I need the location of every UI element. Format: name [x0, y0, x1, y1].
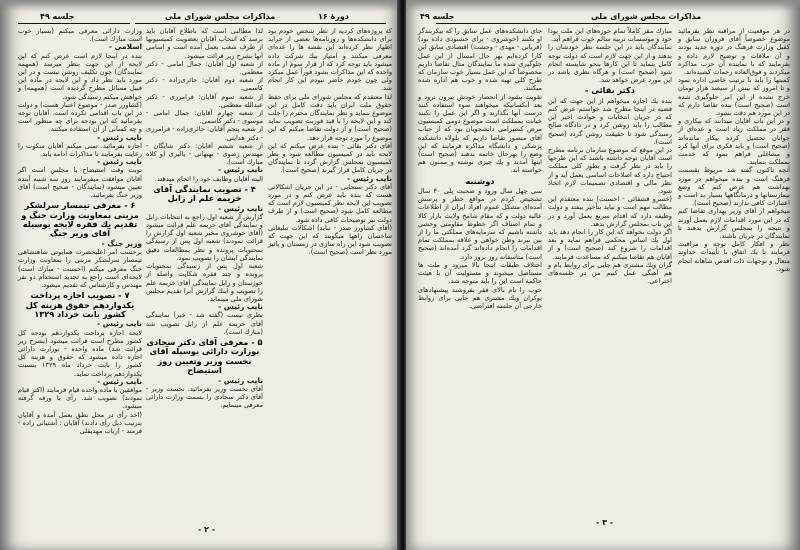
speaker-label: نايب رئيس - — [218, 375, 263, 385]
paragraph: نمايندگان بايد در اين جلسه نظر خودشان را بدهند و از اين جهت لازم است كه دولت توجه كامل بنمايد تا اين كارها بنحو شايسته انجام شود (صحيح است) و هرگاه نظرى باشد در اين مورد عرض خواهد شد. — [548, 43, 672, 85]
paragraph: از شعبه پنجم آقايان: حائرى‌زاده - فرامرزى - دكتر هدايتى. — [146, 125, 263, 142]
text-column — [418, 27, 542, 310]
paragraph: و در اين باب آقايان ميدانند كه بيكارى و فقر در مملكت زياد است و عده‌اى از جوانان تحصيل كرده بيكار مانده‌اند (صحيح است) و بايد فكرى براى آنها كرد و مشاغلى فراهم نمود كه خدمت بمملكت بنمايند. — [678, 117, 790, 167]
speaker-label: نايب رئيس - — [218, 165, 263, 175]
paragraph: از شعبه سوم آقايان: فرامرزى - دكتر عبدالله معظمى. — [146, 92, 263, 109]
paragraph: كميتها را بايد با ترتيب خاصى اداره نمود و تا امروز كه بيش از سيصد هزار تومان خرج نشده از اين امر جلوگيرى شده است (صحيح است) بنده تقاضا دارم كه در اين مورد هم دقت بشود. — [678, 76, 790, 118]
speaker-label: اسلامى - — [108, 42, 142, 52]
speaker-label: نايب رئيس - — [218, 203, 263, 213]
page-number: - ۳ - — [596, 518, 614, 527]
section-heading: ۵ - معرفى آقاى دكتر سجادى بوزارت دارائى بوسيله آقاى نخست وزير وتعيين روز استيضاح — [146, 336, 263, 376]
paragraph: لايحه اجازه پرداخت يكدوازدهم بودجه كل كشور مطرح است قرائت ميشود (بشرح زير قرائت شد) ماده واحده - بوزارت دارائى اجازه داده ميشود كه حقوق و هزينه كل كشور را بابت خرداد ماه ۱۳۲۹ بنسبت يكدوازدهم پرداخت نمايد. — [18, 328, 142, 378]
paragraph: سى چهل سال ورود و صحبت پلى ۴۰ سال تشخيص كردم در مواقع خطر و پرسش آمده‌اى مشكل عموم افراد ايران از اطلاعات عاليه دولت و كه مقام شامخ ولايت بازار كالا و تمام اصناف اگر خطوط مقاومتى وحشى داشته باشيم كه سرمايه‌هاى مملكتى ما را از بين ببرند وطن خواهى و علاقه بمملكت تمام اقدامات را انجام داده‌اند گرد آمده‌اند (صحيح است) متاسفانه روز بروز دارد. — [418, 187, 542, 261]
paragraph: از شعبه چهارم آقايان: جمال امامى - موسوى - دكتر كاسمى. — [146, 109, 263, 126]
paragraph: گزارش از شعبه اول راجع به انتخابات زابل و نمايندگى آقاى خزيمه علم قرائت ميشود (آقاى خوشروى مخبر شعبه اول گزارش را قرائت نمودند) شعبه اول پس از رسيدگى بمحتويات پرونده و نظر بمطالعات دقيق نمايندگى ايشان را تصويب نمود. — [146, 212, 263, 262]
paragraph: شعبه اول پس از رسيدگى بمحتويات پرونده و چند فقره شكايت واصله از خوزستان و زابل نمايندگى آقاى خزيمه علم را تصويب و اينك گزارش آنرا تقديم مجلس شوراى ملى مينمايد. — [146, 262, 263, 303]
paragraph: اختلاف طبقات اينجا بالا ميرود و ملت ها مستاصل ميشوند و مسئوليت آن با هيئت حاكمه است اين را بايد متوجه شد. — [418, 260, 542, 286]
paragraph: از شعبه اول آقايان: جمال امامى - دكتر معظمى. — [146, 59, 263, 77]
header-rule — [250, 23, 386, 24]
speaker-label: نايب رئيس - — [218, 302, 263, 312]
text-column — [146, 27, 263, 409]
paragraph: اگر دولت بخواهد كه اين كار را انجام دهد بايد اول يك اساس محكمى فراهم نمايد و بعد اقدامات را شروع كند (صحيح است) و از آقايان هم تقاضا ميكنم كه مساعدت فرمايند. — [548, 228, 672, 261]
section-heading: ۷ - تصويب اجازه پرداخت يكدوازدهم حقوق هزينه كل كشور بابت خرداد ۱۳۲۹ — [25, 290, 135, 319]
paragraph: آقاى دكتر بقائى - بنده عرض ميكنم كه اين لايحه بايد در كميسيون مطالعه شود و نظر كميسيون بمجلس گزارش گردد تا نمايندگان در جريان كامل قرار گيرند (صحيح است). — [268, 141, 392, 175]
paragraph: وزارت دارائى معرفى ميكنم (بسيار خوب است مبارك است). — [18, 27, 142, 44]
paragraph: برحسب امر اعليحضرت همايونى شاهنشاهى تيمسار سرلشكر مزينى را بمعاونت وزارت جنگ معرفى ميكنم (احسنت - مبارك است) لايحه‌اى است راجع به تجديد استخدام دو نفر مهندس و كارشناس كه تقديم ميشود. — [18, 248, 142, 289]
paragraph: در هر موقعيت از مراقبه نظر بفرمائيد موضوع خصوصاً آقاى فروزان سابق و كفيل وزارت فرهنگ در دوره جديد بودند و آن ملاقات و توضيح لازم داده و بفرمايند كه با نماينده آن حزب مذاكره ميكردند و فوق‌العاده زحمات كشيده‌اند. — [678, 27, 790, 77]
paragraph: آقاى دكتر سنجابى - در اين جريان اشكالاتى هست كه بنده بايد عرض كنم و در مورد تصويب اين لايحه نظر كميسيون لازم است كه مطالعه كامل شود (صحيح است) و از طرف دولت نيز توضيحات كافى داده شود. — [268, 182, 392, 224]
paragraph: آقاى نخست وزير بفرمائيد. نخست وزير - آقاى دكتر سجادى را بسمت وزارت دارائى معرفى مينمايم. — [146, 384, 263, 410]
paragraph: ميخواهم از آقاى وزير بهدارى تقاضا كنم كه در اين مورد اقدامات لازم بعمل آورند و نتيجه را بمجلس گزارش بدهند تا نمايندگان در جريان باشند. — [678, 207, 790, 241]
header-rule — [549, 23, 669, 24]
page-header-title: مذاكرات مجلس شوراى ملى — [591, 12, 702, 21]
paragraph: نوبت وقت استيضاح با مجلس است اگر آقايان موافقت ميفرمايند روز سه شنبه آينده تعيين ميشود (نمايندگان - صحيح است) آقاى وزير جنگ بفرمائيد. — [18, 166, 142, 200]
paragraph: البته آقايان وظايف خود را انجام ميدهند. — [154, 174, 263, 183]
speaker-label: نايب رئيس - — [97, 376, 142, 386]
paragraph: در اين موقع كه موضوع سازمان برنامه مطرح است آقايان توجه داشته باشند كه اين طرحها را بايد در نظر گرفت و بطور كلى مملكت احتياج دارد كه اصلاحات اساسى بعمل آيد و از نظر مالى و اقتصادى تصميمات لازم اتخاذ شود. — [548, 146, 672, 196]
paragraph: تقويت بشود از انحصار خودش بيرون نرود و بعد آنكسانيكه ميخواهند سوء استفاده كنند درست آنها بگذارند و اگر اين عمل را نكنند خيانت بمملكت است موضوع دومى كميسيون مرض كشيرامى دانشجويان بود كه از جناب آقاى منصور تقاضا داريم كه بلولاه دانشكده پزشكى و دانشگاه مذاكره فرمايند كه اين وضع را بهرحال خاتمه بدهند (صحيح است) اينها آمدند و يك چيزى نوشته و ممنون هم خواسته اند. — [418, 92, 542, 175]
speaker-label: وزير جنگ - — [101, 238, 142, 248]
paragraph: موافقين با ماده واحده قيام فرمايند (اكثر قيام نمودند) تصويب شد. رأى با ورقه گرفته ميشود. — [18, 385, 142, 411]
paragraph: مبارك مقر كاملاً تمام حوزه‌هاى اين ملت بودا خود و موسسات تربيه سالم خوب فراهم آيد. — [548, 27, 672, 44]
session-number: جلسه ۴۹ — [420, 12, 455, 21]
scan-shadow — [0, 0, 399, 12]
paragraph: لذا معتقدم كه مجلس شوراى ملى براى حفظ حقوق ملت ايران بايد دقت كامل در اين موضوع بنمايد و نظر نمايندگان محترم را جلب كند و اين لايحه را با قيد فوريت تصويب نمايد (صحيح است) و از دولت تقاضا ميكنم كه اين موضوع را مورد توجه قرار دهد. — [268, 92, 392, 142]
section-heading: دكتر بقائى - — [585, 85, 635, 96]
text-column — [268, 27, 392, 257]
paragraph: از شعبه ششم آقايان: دكتر شايگان - مهندس رضوى - بهبهانى - ياليزى (و كلاه مبارك است). — [146, 141, 263, 167]
paragraph: اجازه بفرمائيد. تمنى ميكنم آقايان سكوت را رعايت بفرمايند تا مذاكرات ادامه يابد. — [18, 141, 142, 159]
header-rule — [135, 23, 263, 24]
paragraph: بنده در اينجا لازم است عرض كنم كه اين لايحه از اين جهت بنظر ميرسد (همهمه نمايندگان) چون تكليف روشن نيست و در اين مورد بايد نظر داد و اين لايحه در ماده اين قبيل مسائل مطرح گرديده است (همهمه) و خواهش ميكنم رسيدگى شود. — [18, 51, 142, 101]
paragraph: بنده يك اجازه ميخواهم از اين جهت كه اين قضيه در اينجا مطرح شد خواستم عرض كنم كه در جريان انتخابات و حوادث اخير اين مطالب را بايد روشن كرد و در دادگاه صالح رسيدگى شود تا حقيقت روشن گردد (صحيح است). — [548, 96, 672, 146]
paragraph: گران ويك مشترى هم جايى براى روابط يام و هم آهنگى عمل كنيم من در جلسه‌هاى اختراعى. — [548, 260, 672, 286]
paragraph: جاى دانشكده‌هاى عمل سابق را كه بيكربندگر او بكنند (خوشروى - براى خشنودى داده بود) (قرباني - مهدى - وحشت) اقتصادى سابق اين كارا كرده‌ايم بهر حال امسال از اين عمل جلوگيرى شده ما نمايندگان مثال تقاضا داريم مخصوصاً كه اين عمل بسيار خوب سازمان كه طرح كلى تهيه شده و خوب هم اداره شده ميكنند. — [418, 27, 542, 93]
paragraph: لذا مطالبى است كه باطلاع آقايان بايد برسد كه انتخاب آقايان بعضويت كميسيونها از طرف شعب بعمل آمده است و اسامى آنها بشرح زير قرائت ميشود. — [146, 27, 263, 60]
page-header-title: مذاكرات مجلس شوراى ملى — [165, 12, 276, 21]
paragraph: (اخذ رأى در محل نطق بعمل آمده و آقايان بترتيب ذيل رأى دادند) آقايان : آشتيانى زاده - فرمند - ارباب مهديقلى — [18, 410, 142, 435]
text-column — [548, 27, 672, 286]
text-column — [18, 27, 142, 435]
paragraph: خوب را بام بالاى فقر بفروشند پيشنهادهاى نوكران ويك مشترى هم جايى براى روابط خارجى آن جلسه افتراضى. — [418, 285, 542, 310]
term-number: دورهٔ ۱۶ — [318, 12, 349, 21]
right-newspaper-page — [406, 0, 800, 550]
section-heading: ۶ - معرفى تيمسار سرلشكر مزينى بمعاونت وزارت جنگ و تقديم يك فقره لايحه بوسيله آقاى وزير جنگ — [21, 200, 139, 239]
section-heading: دوشنبه — [465, 175, 495, 186]
left-newspaper-page — [0, 0, 399, 550]
paragraph: نظرى نيست (گفته شد - خير) نمايندگى آقاى خزيمه علم از زابل تصويب شد (مبارك است). — [146, 311, 263, 336]
paragraph: (آقاى كشاورز صدر - نبايد) اشكالات تبليغاتى ساختمان راهها ميگويند كه اين جهت كه تصويب شود اين راه سازى در زمستان و پائيز مورد نظر است (صحيح است). — [268, 223, 392, 257]
speaker-label: نايب رئيس - — [97, 157, 142, 167]
paragraph: كه پروژه‌هاى كرديه از نظر شخص خودم بود براى دانشكده‌ها و روزنامه‌ها بعضى از جرايد اظهار نظر كرده‌اند اين نقشه ها را عده‌اى معرفى ميكنند و امتياز بيك شركت داده ميشود بايد توجه كرد كه از قرار سوم از ماده واحده كه اين مذاكرات بشود فوراً عمل ميكرد ولى چون خودم حاضر نبودم اين كار انجام شد. — [268, 27, 392, 93]
paragraph: (خسرو قشقائى - احسنت) بنده معتقدم اين مطالب مهم است و نبايد بتأخير بيفتد و دولت وظيفه دارد كه اقدام سريع بعمل آورد و در اين باب بمجلس گزارش بدهد. — [548, 195, 672, 228]
paragraph: نظر و افكار كامل توجه و مراقبت فرمايند تا يك اتفاق با تأييدات خداوند متعال و توجهات ذات اقدس شاهانه انجام شود. — [678, 240, 790, 273]
session-number: جلسه ۴۹ — [40, 12, 75, 21]
page-number: - ۲ - — [198, 525, 216, 534]
speaker-label: نايب رئيس - — [97, 132, 142, 142]
paragraph: آنچه تاكنون گفته شد مربوط بقسمت فرهنگ است و بنده ميخواهم در مورد بهداشت هم عرض كنم كه وضع بيمارستانها و درمانگاهها بسيار بد است و اعتبارات كافى ندارند (صحيح است). — [678, 166, 790, 208]
scan-shadow — [406, 0, 800, 12]
text-column — [678, 27, 790, 273]
speaker-label: نايب رئيس - — [347, 173, 392, 183]
section-heading: ۴ - تصويب نمايندگى آقاى خزيمه علم از زابل — [153, 183, 256, 204]
paragraph: از شعبه دوم آقايان: حائرى‌زاده - دكتر كاسمى. — [146, 76, 263, 93]
speaker-label: نايب رئيس - — [97, 319, 142, 329]
paragraph: (كشاورز صدر - موضوع اعتبار هست) و دولت در اين باب اقدامى نكرده است. آقايان توجه بفرمائيد كه اين بودجه براى چه منظور است و چه كسانى از آن استفاده ميكنند. — [18, 100, 142, 134]
header-rule — [18, 23, 130, 24]
